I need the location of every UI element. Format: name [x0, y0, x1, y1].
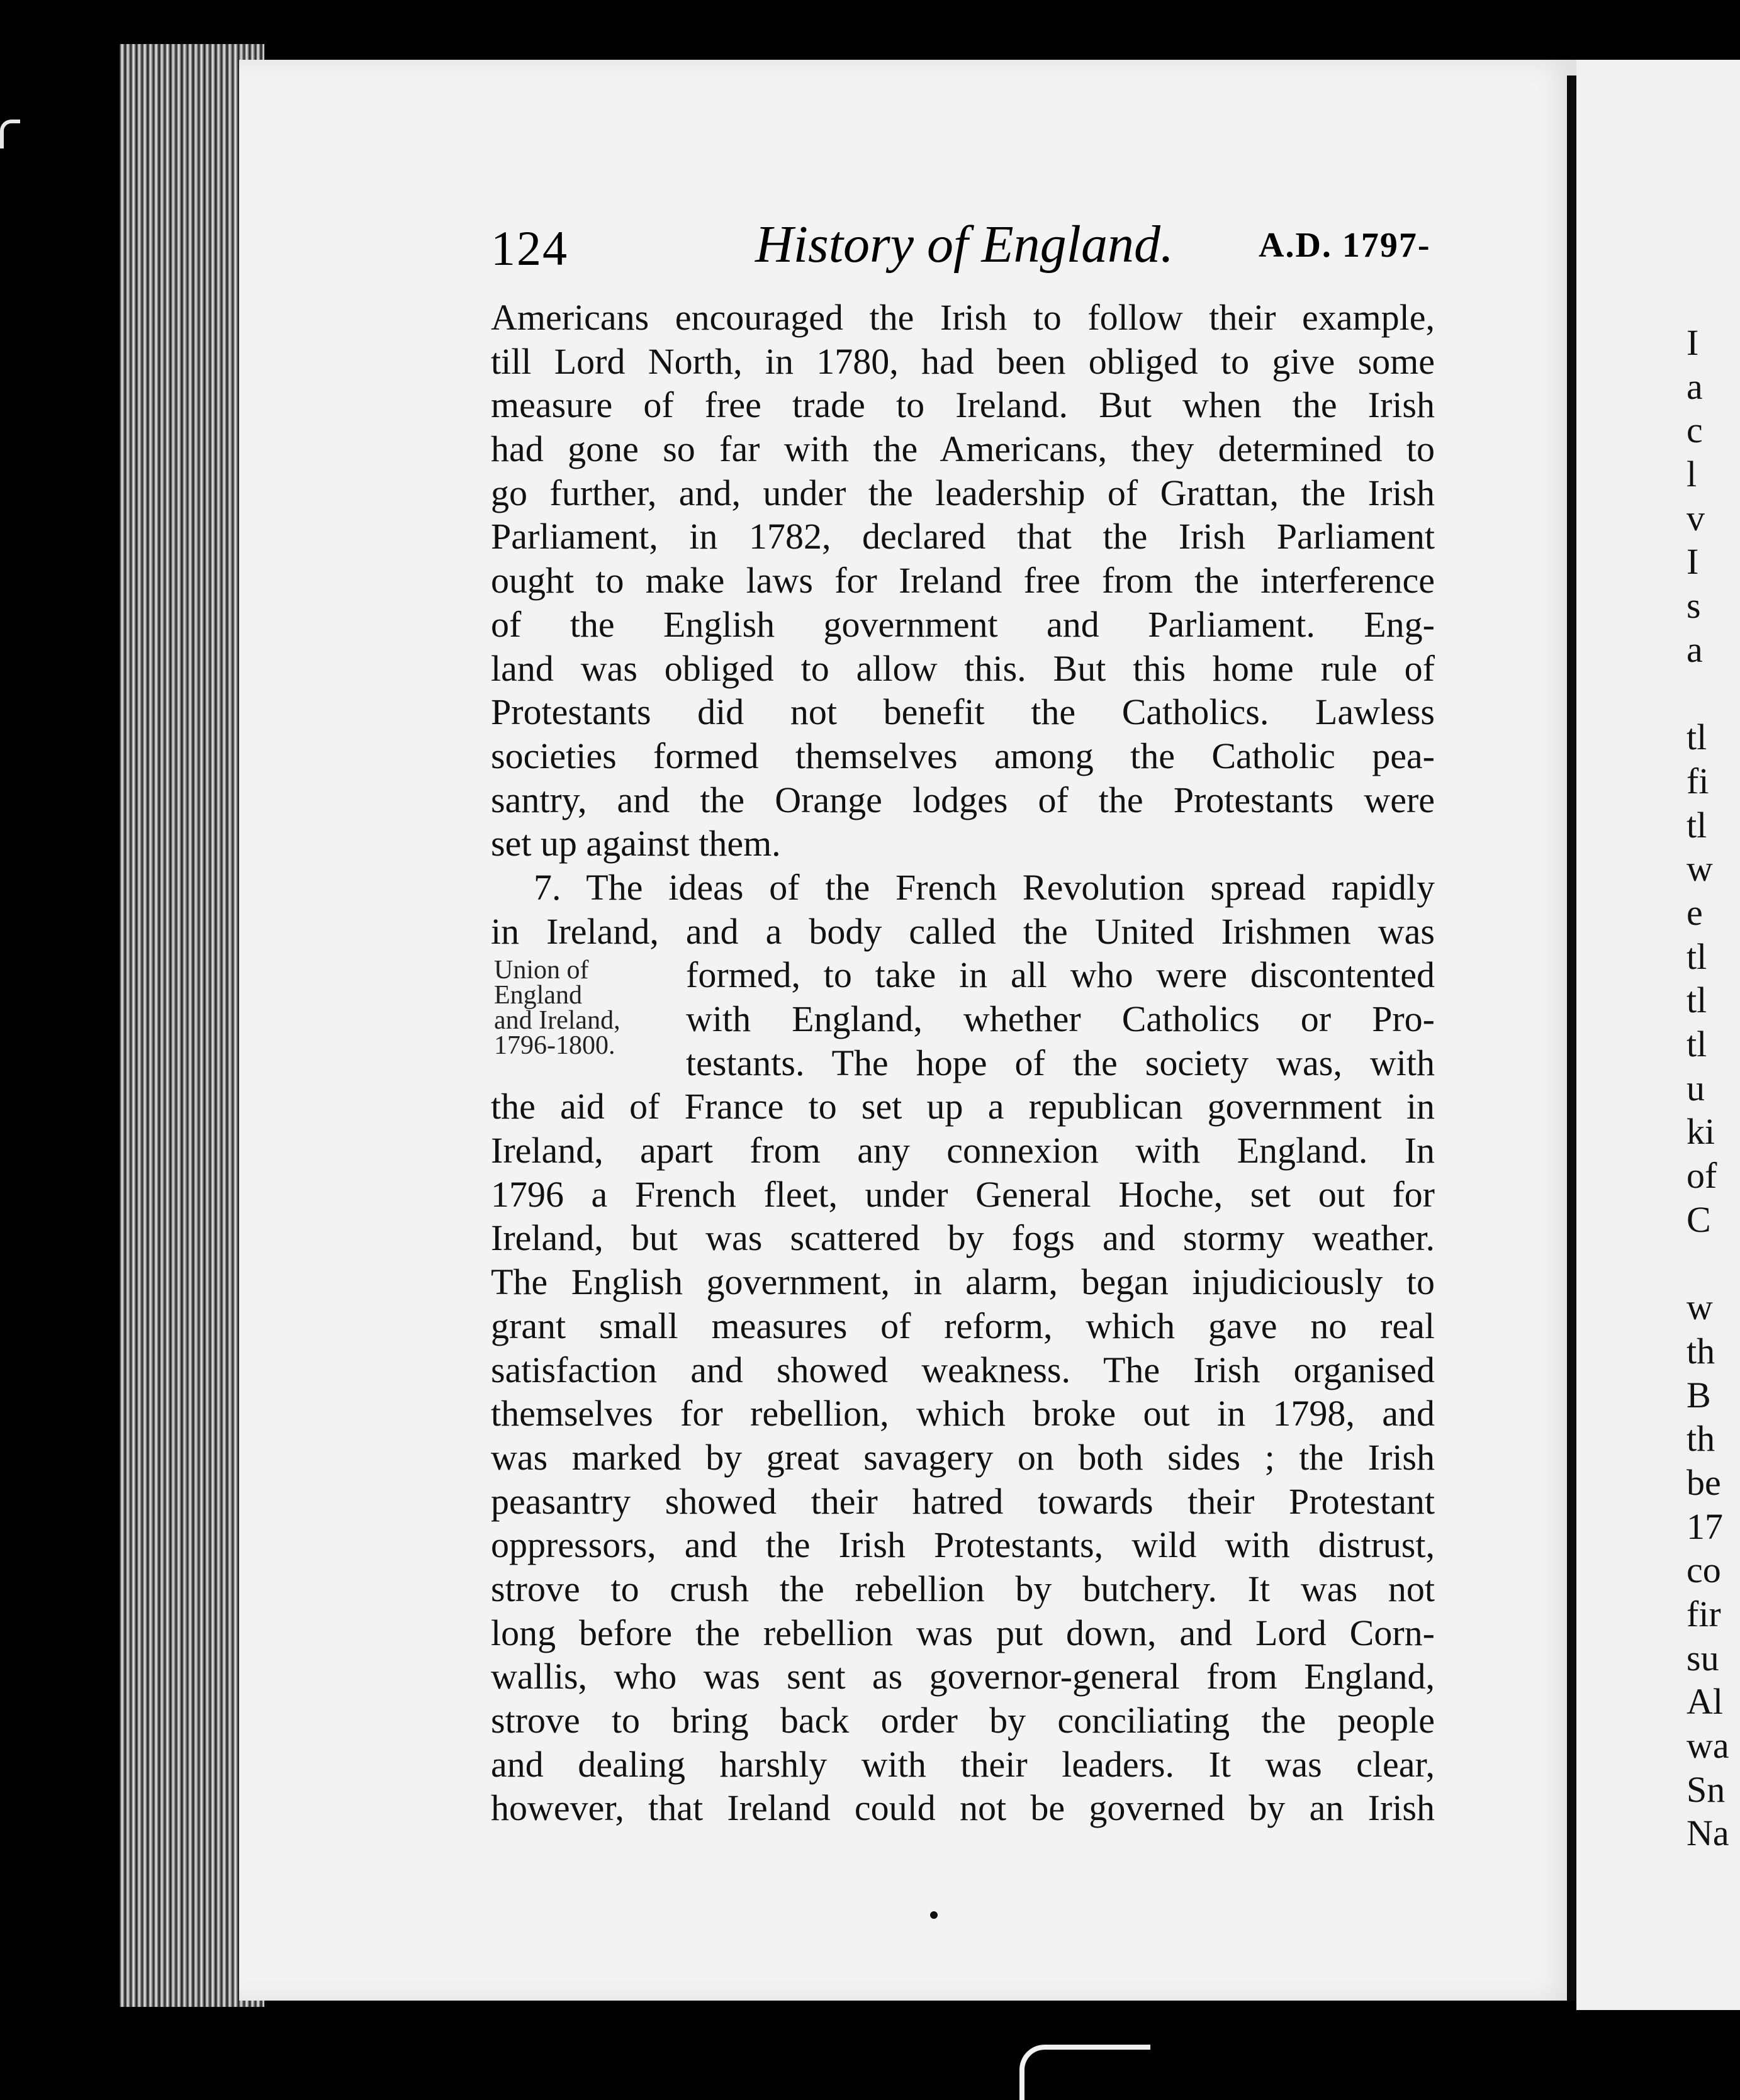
text-line: measure of free trade to Ireland. But when the Irish: [491, 384, 1435, 426]
text-line: satisfaction and showed weakness. The Irish organised: [491, 1349, 1435, 1390]
margin-note-line: 1796-1800.: [494, 1031, 615, 1060]
right-page-fragment: be: [1687, 1461, 1721, 1503]
right-page-fragment: Sn: [1687, 1768, 1726, 1810]
right-page-fragment: I: [1687, 322, 1699, 363]
text-line: was marked by great savagery on both sides ; the Irish: [491, 1436, 1435, 1478]
right-page-fragment: fir: [1687, 1593, 1721, 1634]
text-line: wallis, who was sent as governor-general from England,: [491, 1656, 1435, 1697]
page-number: 124: [491, 221, 568, 276]
scan-crop-mark: [1019, 2045, 1150, 2100]
text-line: land was obliged to allow this. But this home rule of: [491, 647, 1435, 689]
text-line: set up against them.: [491, 823, 781, 864]
date-range: A.D. 1797-: [1259, 226, 1431, 265]
text-line: formed, to take in all who were discontented: [686, 954, 1435, 996]
text-line: long before the rebellion was put down, and Lord Corn-: [491, 1612, 1435, 1653]
right-page-fragment: Al: [1687, 1681, 1723, 1723]
running-header: [491, 214, 1447, 289]
text-line: however, that Ireland could not be governed by an Irish: [491, 1787, 1435, 1829]
text-line: with England, whether Catholics or Pro-: [686, 998, 1435, 1039]
text-line: the aid of France to set up a republican government in: [491, 1086, 1435, 1127]
right-page-fragment: tl: [1687, 717, 1707, 758]
text-line: in Ireland, and a body called the United Irishmen was: [491, 910, 1435, 952]
right-page-fragment: a: [1687, 628, 1703, 670]
text-line: Americans encouraged the Irish to follow their example,: [491, 297, 1435, 338]
right-page-fragment: tl: [1687, 936, 1707, 977]
right-page-fragment: C: [1687, 1198, 1711, 1240]
text-line: of the English government and Parliament. Eng-: [491, 603, 1435, 645]
text-line: grant small measures of reform, which gave no real: [491, 1305, 1435, 1346]
right-page-text-fragments: [1687, 321, 1729, 1855]
text-line: Parliament, in 1782, declared that the Irish Parliament: [491, 516, 1435, 557]
right-page-fragment: l: [1687, 454, 1697, 495]
right-page-fragment: B: [1687, 1374, 1711, 1416]
right-page-fragment: e: [1687, 891, 1703, 933]
text-line: had gone so far with the Americans, they determined to: [491, 428, 1435, 470]
right-page-fragment: I: [1687, 541, 1699, 583]
right-page-fragment: w: [1687, 848, 1713, 890]
scan-edge-mark: [0, 120, 20, 148]
text-line: strove to crush the rebellion by butchery. It was not: [491, 1568, 1435, 1609]
right-page-fragment: [1687, 1241, 1729, 1285]
right-page-fragment: Na: [1687, 1812, 1729, 1854]
right-page-fragment: [1687, 672, 1729, 716]
running-title: History of England.: [755, 215, 1174, 274]
right-page-fragment: u: [1687, 1067, 1705, 1109]
printing-dot: [930, 1911, 938, 1919]
margin-note: [494, 958, 676, 1058]
text-line: till Lord North, in 1780, had been obliged to give some: [491, 340, 1435, 382]
text-line: 7. The ideas of the French Revolution spread rapidly: [534, 866, 1435, 908]
text-line: go further, and, under the leadership of Grattan, the Irish: [491, 472, 1435, 513]
right-page-fragment: th: [1687, 1330, 1715, 1371]
text-line: and dealing harshly with their leaders. It was clear,: [491, 1743, 1435, 1785]
right-page-fragment: fi: [1687, 760, 1709, 801]
right-page-fragment: tl: [1687, 980, 1707, 1021]
margin-note-line: and Ireland,: [494, 1006, 620, 1035]
right-page-fragment: su: [1687, 1637, 1719, 1678]
right-page-fragment: c: [1687, 410, 1703, 451]
text-line: strove to bring back order by conciliating the people: [491, 1700, 1435, 1741]
text-line: Ireland, but was scattered by fogs and stormy weather.: [491, 1217, 1435, 1259]
text-line: The English government, in alarm, began injudiciously to: [491, 1261, 1435, 1303]
right-page-fragment: a: [1687, 366, 1703, 407]
text-line: Ireland, apart from any connexion with England. In: [491, 1130, 1435, 1171]
text-line: peasantry showed their hatred towards their Protestant: [491, 1480, 1435, 1522]
body-text: [491, 296, 1435, 1830]
right-page-fragment: of: [1687, 1155, 1717, 1197]
text-line: themselves for rebellion, which broke out in 1798, and: [491, 1393, 1435, 1434]
text-line: santry, and the Orange lodges of the Protestants were: [491, 779, 1435, 820]
right-page-fragment: tl: [1687, 804, 1707, 846]
right-page-fragment: ki: [1687, 1111, 1715, 1153]
text-line: Protestants did not benefit the Catholics. Lawless: [491, 691, 1435, 733]
right-page-fragment: w: [1687, 1287, 1713, 1328]
margin-note-line: England: [494, 981, 582, 1010]
text-line: testants. The hope of the society was, with: [686, 1042, 1435, 1083]
right-page-fragment: 17: [1687, 1505, 1723, 1547]
text-line: ought to make laws for Ireland free from the interference: [491, 560, 1435, 601]
right-page-fragment: s: [1687, 585, 1701, 627]
margin-note-line: Union of: [494, 956, 589, 985]
text-line: oppressors, and the Irish Protestants, wild with distrust,: [491, 1524, 1435, 1566]
right-page-fragment: v: [1687, 497, 1705, 539]
right-page-fragment: th: [1687, 1418, 1715, 1460]
right-page-fragment: tl: [1687, 1024, 1707, 1064]
text-line: societies formed themselves among the Catholic pea-: [491, 735, 1435, 776]
right-page-fragment: wa: [1687, 1725, 1729, 1766]
text-line: 1796 a French fleet, under General Hoche, set out for: [491, 1173, 1435, 1215]
right-page-fragment: co: [1687, 1550, 1721, 1591]
